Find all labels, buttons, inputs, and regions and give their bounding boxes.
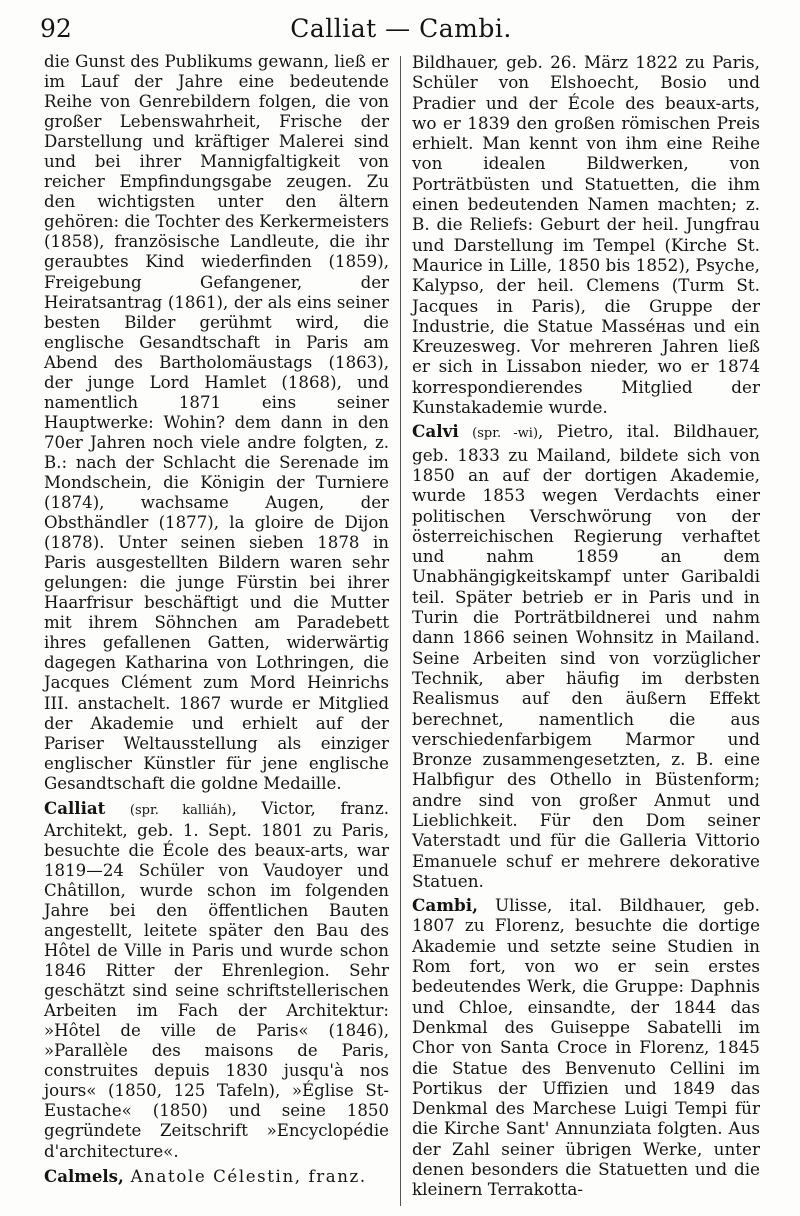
entry-calliat bbox=[44, 798, 389, 1162]
entry-headword: Cambi, bbox=[412, 895, 478, 916]
entry-body: Ulisse, ital. Bildhauer, geb. 1807 zu Florenz, besuchte die dortige Akademie und setzte seine Studien in Rom fort, von wo er sein erstes bedeutendes Werk, die Gruppe: Daphnis und Chloe, einsandte, der 1844 das Denkmal des Guiseppe Sabatelli im Chor von Santa Croce in Florenz, 1845 die Statue des Benvenuto Cellini im Portikus der Uffizien und 1849 das Denkmal des Marchese Luigi Tempi für die Kirche Sant' Annunziata folgten. Aus der Zahl seiner übrigen Werke, unter denen besonders die Statuetten und die kleinern Terrakotta- bbox=[412, 895, 760, 1200]
entry-calmels bbox=[44, 1166, 389, 1187]
entry-headword: Calliat bbox=[44, 797, 106, 818]
entry-body: Anatole Célestin, franz. bbox=[123, 1166, 367, 1186]
column-divider bbox=[400, 56, 401, 1206]
entry-body: , Pietro, ital. Bildhauer, geb. 1833 zu Mailand, bildete sich von 1850 an auf der dortigen Akademie, wurde 1853 wegen Verdachts einer politischen Verschwörung von der österreichischen Regierung verhaftet und nahm 1859 an dem Unabhängigkeitskampf unter Garibaldi teil. Später betrieb er in Paris und in Turin die Porträtbildnerei und nahm dann 1866 seinen Wohnsitz in Mailand. Seine Arbeiten sind von vorzüglicher Technik, aber häufig im derbsten Realismus auf den äußern Effekt berechnet, namentlich die aus verschiedenfarbigem Marmor und Bronze zusammengesetzten, z. B. eine Halbfigur des Othello in Büstenform; andre sind von großer Anmut und Lieblichkeit. Für den Dom seiner Vaterstadt und für die Galleria Vittorio Emanuele schuf er mehrere dekorative Statuen. bbox=[412, 421, 760, 891]
pronunciation: (spr. kalliáh) bbox=[129, 802, 232, 818]
entry-cambi bbox=[412, 895, 760, 1199]
left-column bbox=[44, 52, 389, 1191]
page-number: 92 bbox=[40, 14, 72, 43]
entry-calmels-continuation: Bildhauer, geb. 26. März 1822 zu Paris, Schüler von Elshoecht, Bosio und Pradier und der École des beaux-arts, wo er 1839 den großen römischen Preis erhielt. Man kennt von ihm eine Reihe von idealen Bildwerken, von Porträtbüsten und Statuetten, die ihm einen bedeutenden Namen machten; z. B. die Reliefs: Geburt der heil. Jungfrau und Darstellung im Tempel (Kirche St. Maurice in Lille, 1850 bis 1852), Psyche, Kalypso, der heil. Clemens (Turm St. Jacques in Paris), die Gruppe der Industrie, die Statue Masséнas und ein Kreuzesweg. Vor mehreren Jahren ließ er sich in Lissabon nieder, wo er 1874 korrespondierendes Mitglied der Kunstakademie wurde. bbox=[412, 52, 760, 418]
entry-continuation: die Gunst des Publikums gewann, ließ er im Lauf der Jahre eine bedeutende Reihe von Genrebildern folgen, die von großer Lebenswahrheit, Frische der Darstellung und kräftiger Malerei sind und bei ihrer Mannigfaltigkeit von reicher Empfindungsgabe zeugen. Zu den wichtigsten unter den ältern gehören: die Tochter des Kerkermeisters (1858), französische Landleute, die ihr geraubtes Kind wiederfinden (1859), Freigebung Gefangener, der Heiratsantrag (1861), der als eins seiner besten Bilder gerühmt wird, die englische Gesandtschaft in Paris am Abend des Bartholomäustags (1863), der junge Lord Hamlet (1868), und namentlich 1871 eins seiner Hauptwerke: Wohin? dem dann in den 70er Jahren noch viele andre folgten, z. B.: nach der Schlacht die Serenade im Mondschein, die Königin der Turniere (1874), wachsame Augen, der Obsthändler (1877), la gloire de Dijon (1878). Unter seinen sieben 1878 in Paris ausgestellten Bildern waren sehr gelungen: die junge Fürstin bei ihrer Haarfrisur beschäftigt und die Mutter mit ihrem Söhnchen am Paradebett ihres gefallenen Gatten, widerwärtig dagegen Katharina von Lothringen, die Jacques Clément zum Mord Heinrichs III. anstachelt. 1867 wurde er Mitglied der Akademie und erhielt auf der Pariser Weltausstellung als einziger englischer Künstler für jene englische Gesandtschaft die goldne Medaille. bbox=[44, 52, 389, 793]
entry-calvi bbox=[412, 421, 760, 891]
running-title: Calliat — Cambi. bbox=[290, 14, 512, 43]
entry-headword: Calmels, bbox=[44, 1165, 124, 1186]
page-header bbox=[40, 8, 762, 48]
right-column bbox=[412, 52, 760, 1204]
entry-body: , Victor, franz. Architekt, geb. 1. Sept. 1801 zu Paris, besuchte die École des beaux-arts, war 1819—24 Schüler von Vaudoyer und Châtillon, wurde schon im folgenden Jahre bei den öffentlichen Bauten angestellt, leitete später den Bau des Hôtel de Ville in Paris und wurde schon 1846 Ritter der Ehrenlegion. Sehr geschätzt sind seine schriftstellerischen Arbeiten im Fach der Architektur: »Hôtel de ville de Paris« (1846), »Parallèle des maisons de Paris, construites depuis 1830 jusqu'à nos jours« (1850, 125 Tafeln), »Église St-Eustache« (1850) und seine 1850 gegründete Zeitschrift »Encyclopédie d'architecture«. bbox=[44, 798, 389, 1161]
entry-headword: Calvi bbox=[412, 421, 459, 442]
pronunciation: (spr. -wi) bbox=[472, 426, 539, 442]
